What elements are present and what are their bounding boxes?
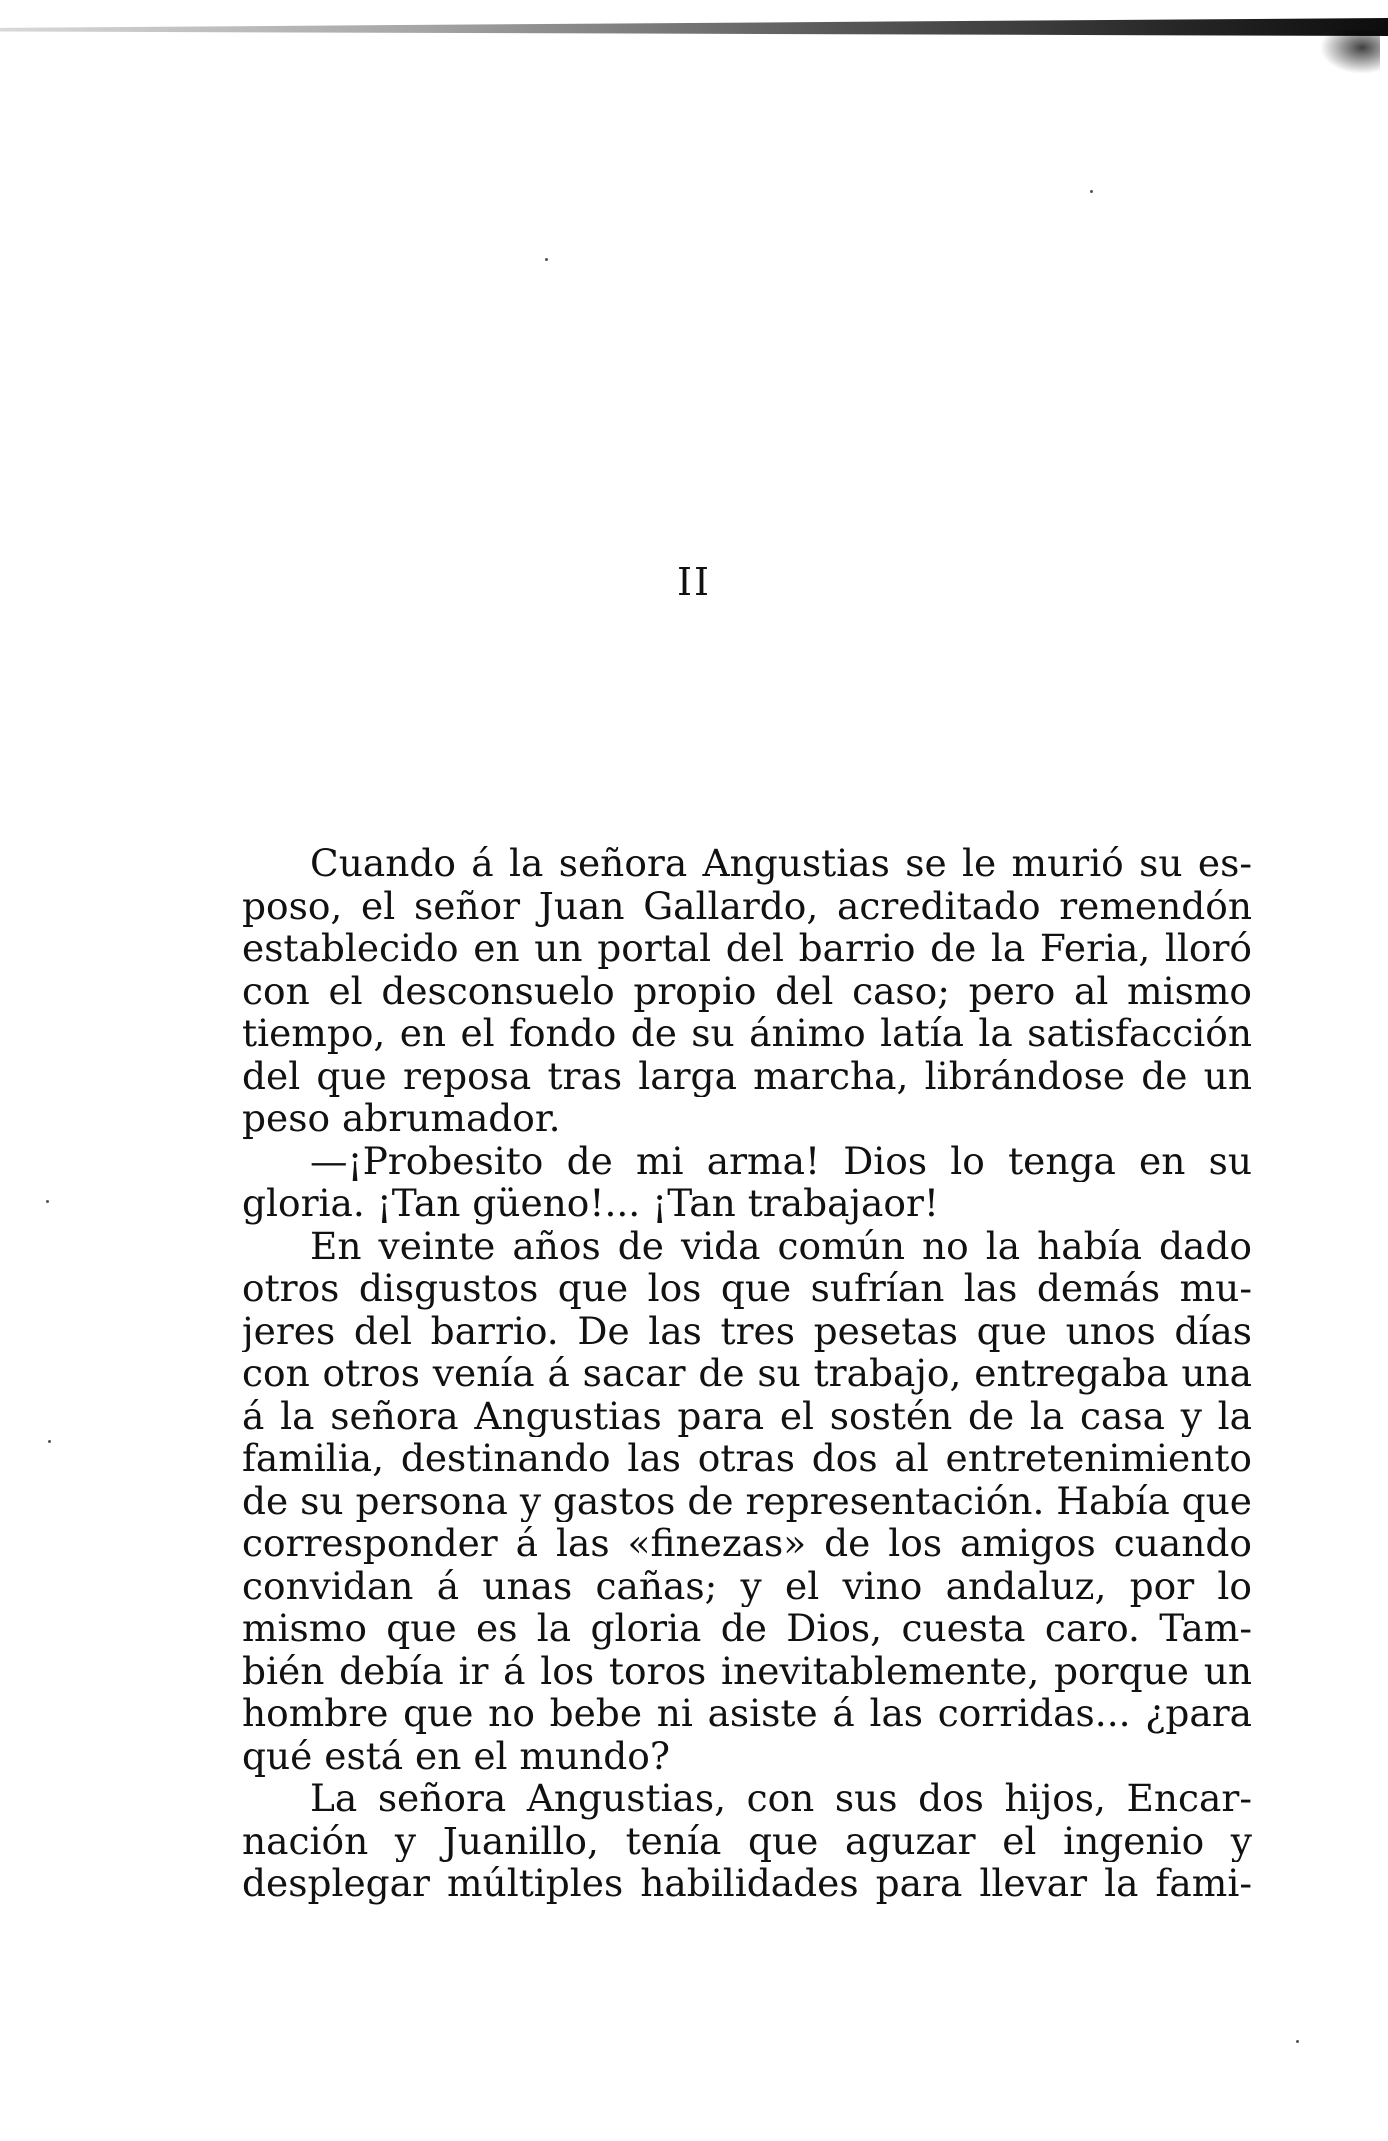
text-line: bién debía ir á los toros inevitablemente, porque un [242,1649,1252,1692]
scan-speck [1090,190,1093,193]
text-line: —¡Probesito de mi arma! Dios lo tenga en su [310,1139,1252,1182]
text-line: corresponder á las «finezas» de los amigos cuando [242,1522,1252,1565]
scan-speck [545,258,548,261]
scan-speck [48,1440,51,1443]
text-line: á la señora Angustias para el sostén de la casa y la [242,1394,1252,1437]
text-line: familia, destinando las otras dos al entretenimiento [242,1437,1252,1480]
text-line: tiempo, en el fondo de su ánimo latía la satisfacción [242,1012,1252,1055]
text-line: La señora Angustias, con sus dos hijos, Encar- [310,1777,1252,1820]
text-line: mismo que es la gloria de Dios, cuesta caro. Tam- [242,1607,1252,1650]
text-line: nación y Juanillo, tenía que aguzar el ingenio y [242,1819,1252,1862]
text-line: con otros venía á sacar de su trabajo, entregaba una [242,1352,1252,1395]
text-line: peso abrumador. [242,1097,561,1140]
scan-speck [1296,2040,1299,2043]
chapter-number: II [676,560,712,604]
text-line: hombre que no bebe ni asiste á las corridas... ¿para [242,1692,1252,1735]
text-line: jeres del barrio. De las tres pesetas que unos días [242,1309,1252,1352]
text-line: del que reposa tras larga marcha, librándose de un [242,1054,1252,1097]
scan-corner-smudge [1320,30,1380,74]
text-line: qué está en el mundo? [242,1734,670,1777]
page-top-scan-edge [0,18,1388,36]
text-line: poso, el señor Juan Gallardo, acreditado remendón [242,884,1252,927]
text-line: de su persona y gastos de representación. Había que [242,1479,1252,1522]
text-line: En veinte años de vida común no la había dado [310,1224,1252,1267]
text-line: convidan á unas cañas; y el vino andaluz, por lo [242,1564,1252,1607]
text-line: Cuando á la señora Angustias se le murió su es- [310,842,1252,885]
text-line: desplegar múltiples habilidades para llevar la fami- [242,1862,1252,1905]
text-line: establecido en un portal del barrio de la Feria, lloró [242,927,1252,970]
text-line: otros disgustos que los que sufrían las demás mu- [242,1267,1252,1310]
text-line: gloria. ¡Tan güeno!... ¡Tan trabajaor! [242,1182,939,1225]
scan-speck [46,1200,49,1203]
text-line: con el desconsuelo propio del caso; pero al mismo [242,969,1252,1012]
page-body-text [242,842,1252,1905]
